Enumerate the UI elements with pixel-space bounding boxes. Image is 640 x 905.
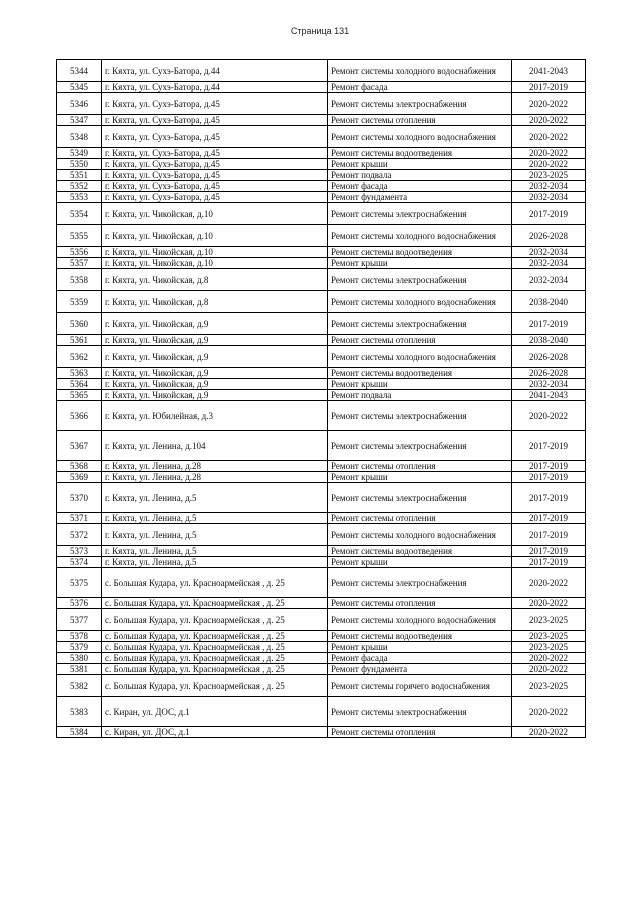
period-cell: 2032-2034 — [512, 379, 586, 390]
address-cell: г. Кяхта, ул. Сухэ-Батора, д.44 — [102, 60, 328, 82]
row-number-cell: 5361 — [57, 335, 102, 346]
table-row — [57, 568, 586, 598]
table-row — [57, 727, 586, 738]
table-row — [57, 631, 586, 642]
row-number-cell: 5367 — [57, 431, 102, 461]
period-cell: 2017-2019 — [512, 483, 586, 513]
work-type-cell: Ремонт фасада — [328, 181, 512, 192]
table-row — [57, 258, 586, 269]
row-number-cell: 5358 — [57, 269, 102, 291]
period-cell: 2023-2025 — [512, 170, 586, 181]
address-cell: г. Кяхта, ул. Чикойская, д.9 — [102, 368, 328, 379]
work-type-cell: Ремонт системы холодного водоснабжения — [328, 346, 512, 368]
table-row — [57, 368, 586, 379]
row-number-cell: 5363 — [57, 368, 102, 379]
address-cell: г. Кяхта, ул. Чикойская, д.10 — [102, 258, 328, 269]
table-row — [57, 546, 586, 557]
table-row — [57, 653, 586, 664]
table-row — [57, 313, 586, 335]
work-type-cell: Ремонт системы электроснабжения — [328, 431, 512, 461]
address-cell: г. Кяхта, ул. Ленина, д.5 — [102, 513, 328, 524]
table-row — [57, 269, 586, 291]
period-cell: 2038-2040 — [512, 291, 586, 313]
period-cell: 2020-2022 — [512, 697, 586, 727]
period-cell: 2023-2025 — [512, 609, 586, 631]
row-number-cell: 5366 — [57, 401, 102, 431]
table-row — [57, 148, 586, 159]
table-row — [57, 335, 586, 346]
period-cell: 2023-2025 — [512, 631, 586, 642]
period-cell: 2017-2019 — [512, 524, 586, 546]
table-row — [57, 461, 586, 472]
row-number-cell: 5344 — [57, 60, 102, 82]
row-number-cell: 5374 — [57, 557, 102, 568]
address-cell: г. Кяхта, ул. Ленина, д.5 — [102, 546, 328, 557]
work-type-cell: Ремонт системы электроснабжения — [328, 568, 512, 598]
period-cell: 2032-2034 — [512, 192, 586, 203]
address-cell: с. Большая Кудара, ул. Красноармейская , д. 25 — [102, 631, 328, 642]
repair-schedule-table — [56, 59, 586, 738]
row-number-cell: 5351 — [57, 170, 102, 181]
period-cell: 2020-2022 — [512, 159, 586, 170]
period-cell: 2020-2022 — [512, 401, 586, 431]
work-type-cell: Ремонт крыши — [328, 557, 512, 568]
row-number-cell: 5350 — [57, 159, 102, 170]
work-type-cell: Ремонт системы электроснабжения — [328, 203, 512, 225]
row-number-cell: 5368 — [57, 461, 102, 472]
table-row — [57, 203, 586, 225]
period-cell: 2032-2034 — [512, 181, 586, 192]
work-type-cell: Ремонт подвала — [328, 390, 512, 401]
address-cell: г. Кяхта, ул. Чикойская, д.9 — [102, 390, 328, 401]
address-cell: г. Кяхта, ул. Ленина, д.28 — [102, 461, 328, 472]
row-number-cell: 5375 — [57, 568, 102, 598]
table-row — [57, 126, 586, 148]
work-type-cell: Ремонт системы электроснабжения — [328, 269, 512, 291]
address-cell: г. Кяхта, ул. Ленина, д.28 — [102, 472, 328, 483]
period-cell: 2032-2034 — [512, 247, 586, 258]
work-type-cell: Ремонт системы водоотведения — [328, 546, 512, 557]
row-number-cell: 5357 — [57, 258, 102, 269]
work-type-cell: Ремонт системы отопления — [328, 335, 512, 346]
work-type-cell: Ремонт системы холодного водоснабжения — [328, 225, 512, 247]
address-cell: г. Кяхта, ул. Сухэ-Батора, д.45 — [102, 181, 328, 192]
address-cell: г. Кяхта, ул. Сухэ-Батора, д.45 — [102, 93, 328, 115]
work-type-cell: Ремонт системы холодного водоснабжения — [328, 291, 512, 313]
row-number-cell: 5384 — [57, 727, 102, 738]
period-cell: 2023-2025 — [512, 642, 586, 653]
row-number-cell: 5372 — [57, 524, 102, 546]
period-cell: 2041-2043 — [512, 390, 586, 401]
address-cell: г. Кяхта, ул. Сухэ-Батора, д.45 — [102, 148, 328, 159]
period-cell: 2017-2019 — [512, 557, 586, 568]
row-number-cell: 5365 — [57, 390, 102, 401]
work-type-cell: Ремонт системы отопления — [328, 461, 512, 472]
work-type-cell: Ремонт системы водоотведения — [328, 247, 512, 258]
address-cell: с. Большая Кудара, ул. Красноармейская , д. 25 — [102, 664, 328, 675]
work-type-cell: Ремонт системы холодного водоснабжения — [328, 60, 512, 82]
period-cell: 2020-2022 — [512, 664, 586, 675]
address-cell: с. Киран, ул. ДОС, д.1 — [102, 697, 328, 727]
table-row — [57, 609, 586, 631]
work-type-cell: Ремонт системы водоотведения — [328, 148, 512, 159]
row-number-cell: 5346 — [57, 93, 102, 115]
period-cell: 2020-2022 — [512, 653, 586, 664]
address-cell: с. Киран, ул. ДОС, д.1 — [102, 727, 328, 738]
row-number-cell: 5364 — [57, 379, 102, 390]
period-cell: 2017-2019 — [512, 513, 586, 524]
period-cell: 2020-2022 — [512, 148, 586, 159]
table-row — [57, 642, 586, 653]
address-cell: с. Большая Кудара, ул. Красноармейская , д. 25 — [102, 598, 328, 609]
table-row — [57, 697, 586, 727]
address-cell: г. Кяхта, ул. Сухэ-Батора, д.45 — [102, 126, 328, 148]
work-type-cell: Ремонт системы электроснабжения — [328, 401, 512, 431]
period-cell: 2017-2019 — [512, 431, 586, 461]
table-row — [57, 60, 586, 82]
work-type-cell: Ремонт крыши — [328, 258, 512, 269]
table-row — [57, 431, 586, 461]
table-row — [57, 93, 586, 115]
period-cell: 2032-2034 — [512, 258, 586, 269]
period-cell: 2017-2019 — [512, 461, 586, 472]
work-type-cell: Ремонт фундамента — [328, 664, 512, 675]
period-cell: 2020-2022 — [512, 126, 586, 148]
table-row — [57, 379, 586, 390]
row-number-cell: 5369 — [57, 472, 102, 483]
period-cell: 2017-2019 — [512, 472, 586, 483]
row-number-cell: 5345 — [57, 82, 102, 93]
address-cell: г. Кяхта, ул. Чикойская, д.9 — [102, 335, 328, 346]
address-cell: г. Кяхта, ул. Чикойская, д.9 — [102, 379, 328, 390]
table-row — [57, 513, 586, 524]
work-type-cell: Ремонт крыши — [328, 159, 512, 170]
address-cell: г. Кяхта, ул. Сухэ-Батора, д.45 — [102, 192, 328, 203]
work-type-cell: Ремонт фундамента — [328, 192, 512, 203]
work-type-cell: Ремонт фасада — [328, 82, 512, 93]
address-cell: г. Кяхта, ул. Чикойская, д.10 — [102, 225, 328, 247]
table-row — [57, 159, 586, 170]
row-number-cell: 5381 — [57, 664, 102, 675]
address-cell: г. Кяхта, ул. Сухэ-Батора, д.45 — [102, 115, 328, 126]
period-cell: 2017-2019 — [512, 546, 586, 557]
address-cell: с. Большая Кудара, ул. Красноармейская , д. 25 — [102, 609, 328, 631]
table-row — [57, 225, 586, 247]
work-type-cell: Ремонт системы водоотведения — [328, 368, 512, 379]
period-cell: 2023-2025 — [512, 675, 586, 697]
period-cell: 2017-2019 — [512, 313, 586, 335]
address-cell: г. Кяхта, ул. Юбилейная, д.3 — [102, 401, 328, 431]
period-cell: 2020-2022 — [512, 568, 586, 598]
period-cell: 2020-2022 — [512, 598, 586, 609]
address-cell: г. Кяхта, ул. Ленина, д.5 — [102, 557, 328, 568]
period-cell: 2017-2019 — [512, 82, 586, 93]
work-type-cell: Ремонт системы горячего водоснабжения — [328, 675, 512, 697]
work-type-cell: Ремонт системы холодного водоснабжения — [328, 524, 512, 546]
address-cell: г. Кяхта, ул. Чикойская, д.10 — [102, 203, 328, 225]
period-cell: 2020-2022 — [512, 727, 586, 738]
row-number-cell: 5354 — [57, 203, 102, 225]
period-cell: 2020-2022 — [512, 93, 586, 115]
period-cell: 2026-2028 — [512, 368, 586, 379]
row-number-cell: 5348 — [57, 126, 102, 148]
address-cell: г. Кяхта, ул. Чикойская, д.8 — [102, 291, 328, 313]
row-number-cell: 5356 — [57, 247, 102, 258]
row-number-cell: 5359 — [57, 291, 102, 313]
work-type-cell: Ремонт системы холодного водоснабжения — [328, 126, 512, 148]
period-cell: 2041-2043 — [512, 60, 586, 82]
row-number-cell: 5347 — [57, 115, 102, 126]
work-type-cell: Ремонт системы отопления — [328, 115, 512, 126]
address-cell: г. Кяхта, ул. Сухэ-Батора, д.45 — [102, 159, 328, 170]
address-cell: г. Кяхта, ул. Сухэ-Батора, д.44 — [102, 82, 328, 93]
table-row — [57, 675, 586, 697]
work-type-cell: Ремонт системы отопления — [328, 727, 512, 738]
table-row — [57, 247, 586, 258]
address-cell: г. Кяхта, ул. Чикойская, д.9 — [102, 346, 328, 368]
address-cell: г. Кяхта, ул. Чикойская, д.9 — [102, 313, 328, 335]
table-row — [57, 82, 586, 93]
work-type-cell: Ремонт системы электроснабжения — [328, 697, 512, 727]
address-cell: г. Кяхта, ул. Ленина, д.5 — [102, 524, 328, 546]
row-number-cell: 5382 — [57, 675, 102, 697]
address-cell: г. Кяхта, ул. Ленина, д.104 — [102, 431, 328, 461]
address-cell: г. Кяхта, ул. Чикойская, д.10 — [102, 247, 328, 258]
address-cell: с. Большая Кудара, ул. Красноармейская , д. 25 — [102, 568, 328, 598]
table-row — [57, 664, 586, 675]
table-row — [57, 115, 586, 126]
period-cell: 2032-2034 — [512, 269, 586, 291]
work-type-cell: Ремонт фасада — [328, 653, 512, 664]
address-cell: г. Кяхта, ул. Сухэ-Батора, д.45 — [102, 170, 328, 181]
work-type-cell: Ремонт крыши — [328, 379, 512, 390]
row-number-cell: 5379 — [57, 642, 102, 653]
table-row — [57, 472, 586, 483]
table-row — [57, 524, 586, 546]
row-number-cell: 5353 — [57, 192, 102, 203]
table-row — [57, 181, 586, 192]
row-number-cell: 5360 — [57, 313, 102, 335]
row-number-cell: 5383 — [57, 697, 102, 727]
row-number-cell: 5378 — [57, 631, 102, 642]
work-type-cell: Ремонт системы электроснабжения — [328, 483, 512, 513]
table-row — [57, 390, 586, 401]
row-number-cell: 5377 — [57, 609, 102, 631]
address-cell: с. Большая Кудара, ул. Красноармейская , д. 25 — [102, 653, 328, 664]
work-type-cell: Ремонт системы электроснабжения — [328, 93, 512, 115]
row-number-cell: 5376 — [57, 598, 102, 609]
table-row — [57, 170, 586, 181]
table-row — [57, 598, 586, 609]
table-body — [57, 60, 586, 738]
row-number-cell: 5373 — [57, 546, 102, 557]
table-row — [57, 483, 586, 513]
work-type-cell: Ремонт подвала — [328, 170, 512, 181]
period-cell: 2038-2040 — [512, 335, 586, 346]
row-number-cell: 5370 — [57, 483, 102, 513]
row-number-cell: 5380 — [57, 653, 102, 664]
work-type-cell: Ремонт системы водоотведения — [328, 631, 512, 642]
table-row — [57, 291, 586, 313]
work-type-cell: Ремонт крыши — [328, 642, 512, 653]
row-number-cell: 5352 — [57, 181, 102, 192]
address-cell: с. Большая Кудара, ул. Красноармейская , д. 25 — [102, 642, 328, 653]
page-number-header: Страница 131 — [290, 26, 350, 36]
address-cell: г. Кяхта, ул. Чикойская, д.8 — [102, 269, 328, 291]
table-row — [57, 192, 586, 203]
row-number-cell: 5362 — [57, 346, 102, 368]
table-row — [57, 401, 586, 431]
period-cell: 2026-2028 — [512, 225, 586, 247]
row-number-cell: 5371 — [57, 513, 102, 524]
period-cell: 2020-2022 — [512, 115, 586, 126]
work-type-cell: Ремонт системы холодного водоснабжения — [328, 609, 512, 631]
row-number-cell: 5355 — [57, 225, 102, 247]
period-cell: 2026-2028 — [512, 346, 586, 368]
work-type-cell: Ремонт крыши — [328, 472, 512, 483]
row-number-cell: 5349 — [57, 148, 102, 159]
work-type-cell: Ремонт системы электроснабжения — [328, 313, 512, 335]
address-cell: г. Кяхта, ул. Ленина, д.5 — [102, 483, 328, 513]
table-row — [57, 557, 586, 568]
table-row — [57, 346, 586, 368]
period-cell: 2017-2019 — [512, 203, 586, 225]
address-cell: с. Большая Кудара, ул. Красноармейская , д. 25 — [102, 675, 328, 697]
work-type-cell: Ремонт системы отопления — [328, 598, 512, 609]
work-type-cell: Ремонт системы отопления — [328, 513, 512, 524]
